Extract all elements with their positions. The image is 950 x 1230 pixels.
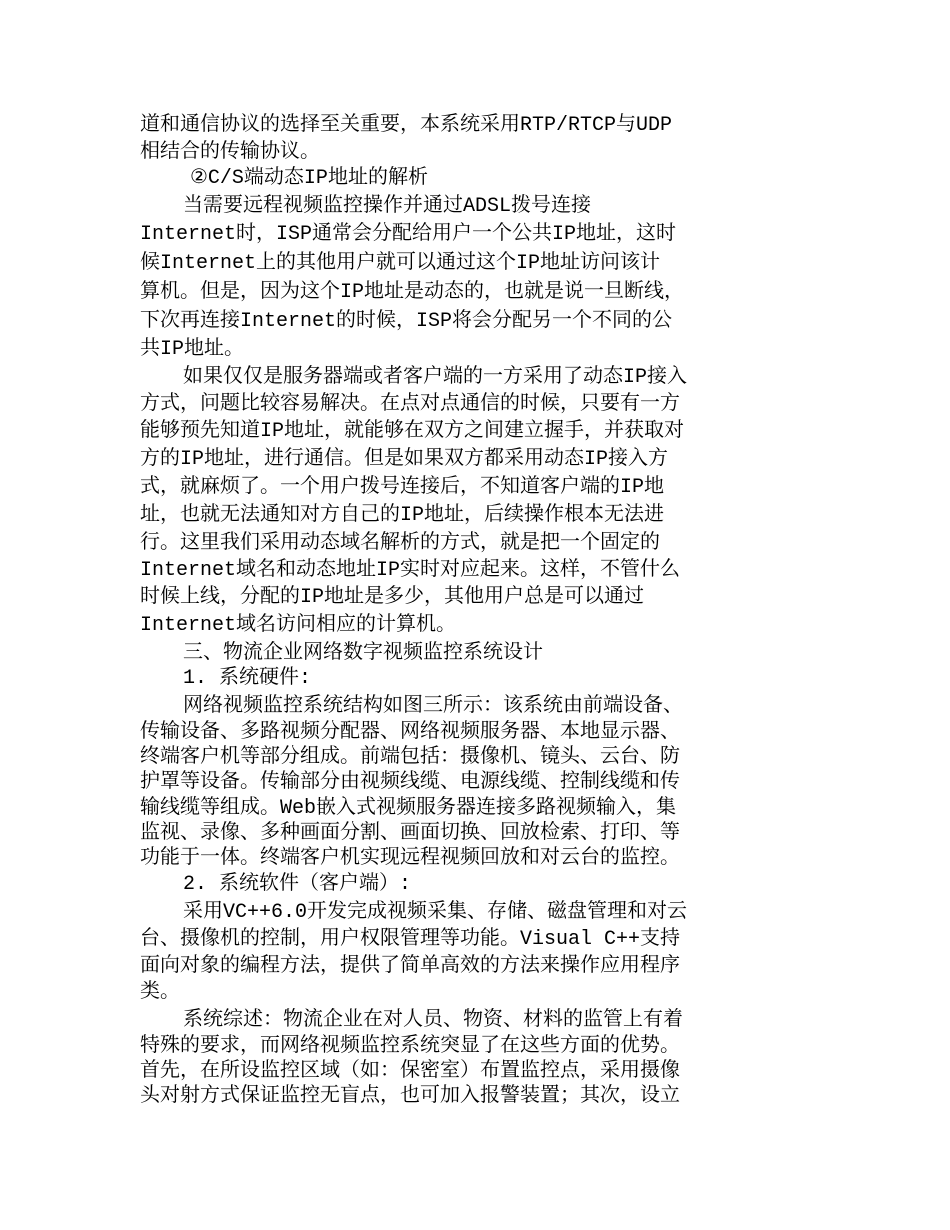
text-line: 首先，在所设监控区域（如：保密室）布置监控点，采用摄像	[140, 1060, 680, 1083]
text-line: 相结合的传输协议。	[140, 141, 320, 164]
section-heading: ②C/S端动态IP地址的解析	[190, 167, 428, 190]
text-line: 方式，问题比较容易解决。在点对点通信的时候，只要有一方	[140, 393, 680, 416]
text-line: 下次再连接Internet的时候，ISP将会分配另一个不同的公	[140, 310, 673, 333]
text-line: 候Internet上的其他用户就可以通过这个IP地址访问该计	[140, 252, 661, 275]
text-line: 头对射方式保证监控无盲点，也可加入报警装置；其次，设立	[140, 1085, 680, 1108]
text-line: 时候上线，分配的IP地址是多少，其他用户总是可以通过	[140, 586, 645, 609]
text-line: 监视、录像、多种画面分割、画面切换、回放检索、打印、等	[140, 822, 680, 845]
text-line: 面向对象的编程方法，提供了简单高效的方法来操作应用程序	[140, 955, 680, 978]
text-line: 采用VC++6.0开发完成视频采集、存储、磁盘管理和对云	[183, 901, 688, 924]
text-line: 式，就麻烦了。一个用户拨号连接后，不知道客户端的IP地	[140, 476, 665, 499]
text-line: 特殊的要求，而网络视频监控系统突显了在这些方面的优势。	[140, 1035, 680, 1058]
text-line: 能够预先知道IP地址，就能够在双方之间建立握手，并获取对	[140, 420, 685, 443]
text-line: 类。	[140, 981, 180, 1004]
text-line: Internet域名访问相应的计算机。	[140, 614, 457, 637]
text-line: 护罩等设备。传输部分由视频线缆、电源线缆、控制线缆和传	[140, 771, 680, 794]
text-line: 算机。但是，因为这个IP地址是动态的，也就是说一旦断线，	[140, 281, 685, 304]
subsection-heading: 1. 系统硬件:	[183, 667, 312, 690]
section-heading: 三、物流企业网络数字视频监控系统设计	[183, 642, 543, 665]
text-line: 如果仅仅是服务器端或者客户端的一方采用了动态IP接入	[183, 366, 688, 389]
text-line: 终端客户机等部分组成。前端包括：摄像机、镜头、云台、防	[140, 746, 680, 769]
text-line: 功能于一体。终端客户机实现远程视频回放和对云台的监控。	[140, 847, 680, 870]
text-line: 输线缆等组成。Web嵌入式视频服务器连接多路视频输入，集	[140, 797, 677, 820]
subsection-heading: 2. 系统软件（客户端）:	[183, 873, 412, 896]
text-line: 址，也就无法通知对方自己的IP地址，后续操作根本无法进	[140, 504, 665, 527]
text-line: 行。这里我们采用动态域名解析的方式，就是把一个固定的	[140, 532, 660, 555]
text-line: 传输设备、多路视频分配器、网络视频服务器、本地显示器、	[140, 721, 680, 744]
text-line: Internet域名和动态地址IP实时对应起来。这样，不管什么	[140, 559, 681, 582]
text-line: 台、摄像机的控制，用户权限管理等功能。Visual C++支持	[140, 928, 681, 951]
text-line: 道和通信协议的选择至关重要，本系统采用RTP/RTCP与UDP	[140, 114, 673, 137]
text-line: 方的IP地址，进行通信。但是如果双方都采用动态IP接入方	[140, 448, 669, 471]
text-line: Internet时，ISP通常会分配给用户一个公共IP地址，这时	[140, 223, 677, 246]
text-line: 共IP地址。	[140, 338, 245, 361]
text-line: 网络视频监控系统结构如图三所示：该系统由前端设备、	[183, 695, 683, 718]
text-line: 系统综述：物流企业在对人员、物资、材料的监管上有着	[183, 1009, 683, 1032]
text-line: 当需要远程视频监控操作并通过ADSL拨号连接	[183, 195, 592, 218]
